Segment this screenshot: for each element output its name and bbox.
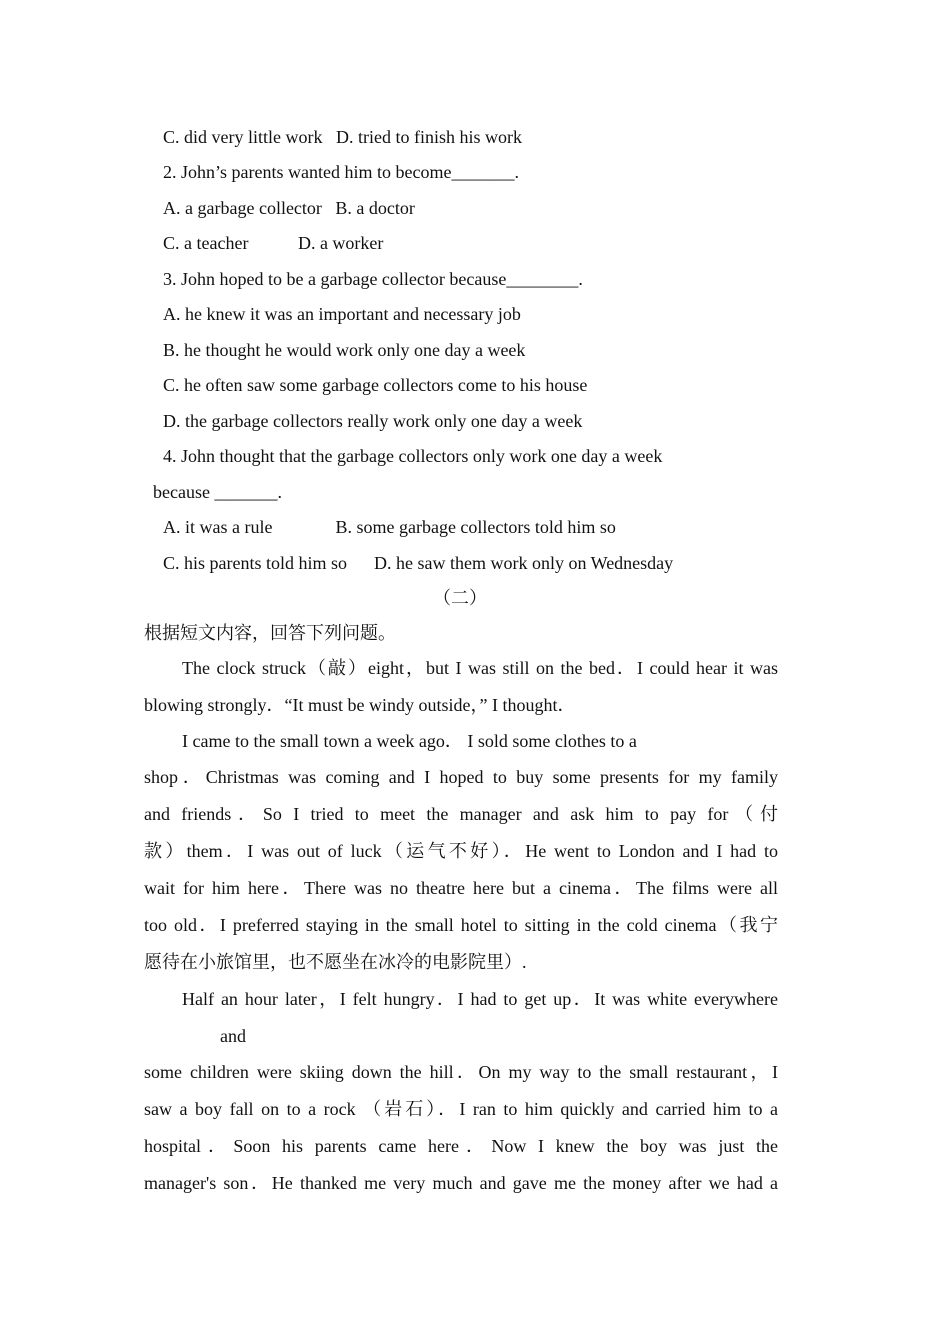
section-instruction: 根据短文内容，回答下列问题。 bbox=[144, 623, 396, 643]
passage-line: I came to the small town a week ago． I sold some clothes to a bbox=[182, 731, 637, 751]
q3-option-a: A. he knew it was an important and necessary job bbox=[163, 304, 521, 324]
q2-stem: 2. John’s parents wanted him to become_______. bbox=[163, 162, 519, 182]
q4-options-ab: A. it was a rule B. some garbage collectors told him so bbox=[163, 517, 616, 537]
q3-option-c: C. he often saw some garbage collectors come to his house bbox=[163, 375, 588, 395]
passage-line: saw a boy fall on to a rock （岩石）．I ran to him quickly and carried him to a bbox=[144, 1099, 778, 1119]
q2-options-ab: A. a garbage collector B. a doctor bbox=[163, 198, 415, 218]
q2-options-cd: C. a teacher D. a worker bbox=[163, 233, 384, 253]
section-heading: （二） bbox=[433, 588, 487, 608]
q4-stem-line2: because _______. bbox=[153, 482, 282, 502]
passage-line: shop．Christmas was coming and I hoped to buy some presents for my family bbox=[144, 767, 778, 787]
q3-stem: 3. John hoped to be a garbage collector because________. bbox=[163, 269, 583, 289]
passage-line: 款）them．I was out of luck（运气不好）．He went to London and I had to bbox=[144, 841, 778, 861]
passage-line: some children were skiing down the hill．On my way to the small restaurant，I bbox=[144, 1062, 778, 1082]
q3-option-b: B. he thought he would work only one day a week bbox=[163, 340, 526, 360]
passage-line: 愿待在小旅馆里，也不愿坐在冰冷的电影院里）. bbox=[144, 952, 527, 972]
passage-line: and friends．So I tried to meet the manager and ask him to pay for（付 bbox=[144, 804, 778, 824]
q1-options-cd: C. did very little work D. tried to finish his work bbox=[163, 127, 522, 147]
passage-line: and bbox=[220, 1026, 246, 1046]
q4-options-cd: C. his parents told him so D. he saw them work only on Wednesday bbox=[163, 553, 674, 573]
passage-line: blowing strongly．“It must be windy outside，” I thought． bbox=[144, 695, 576, 715]
passage-line: The clock struck（敲）eight，but I was still on the bed．I could hear it was bbox=[182, 658, 778, 678]
passage-line: wait for him here．There was no theatre here but a cinema．The films were all bbox=[144, 878, 778, 898]
q3-option-d: D. the garbage collectors really work only one day a week bbox=[163, 411, 583, 431]
q4-stem-line1: 4. John thought that the garbage collectors only work one day a week bbox=[163, 446, 663, 466]
passage-line: manager's son．He thanked me very much and gave me the money after we had a bbox=[144, 1173, 778, 1193]
passage-line: too old．I preferred staying in the small hotel to sitting in the cold cinema（我宁 bbox=[144, 915, 778, 935]
passage-line: Half an hour later，I felt hungry．I had to get up．It was white everywhere bbox=[182, 989, 778, 1009]
passage-line: hospital．Soon his parents came here．Now I knew the boy was just the bbox=[144, 1136, 778, 1156]
